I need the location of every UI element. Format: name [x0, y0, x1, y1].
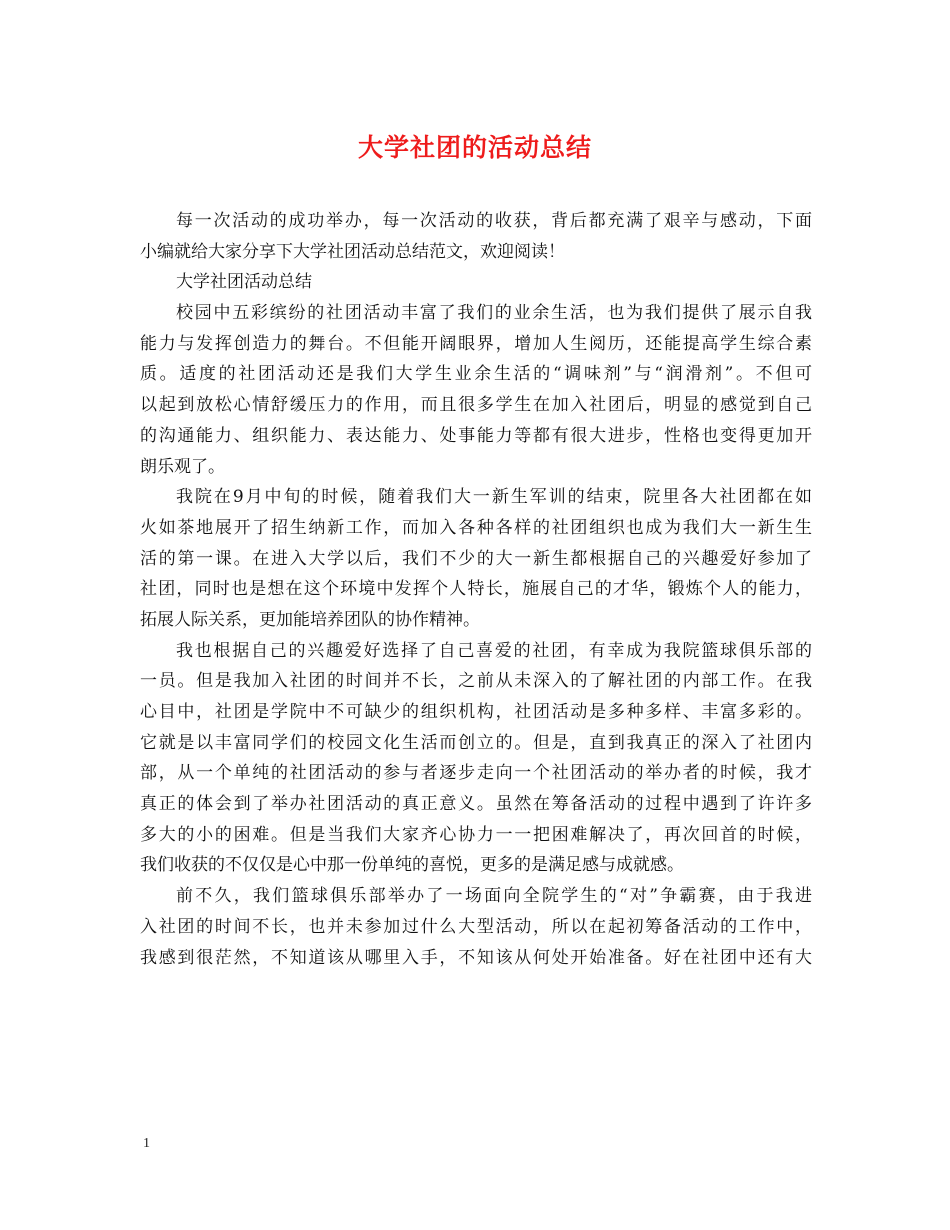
text-line: 我院在9月中旬的时候，随着我们大一新生军训的结束，院里各大社团都在如	[176, 487, 812, 508]
section-heading: 大学社团活动总结	[176, 272, 312, 293]
text-line: 每一次活动的成功举办，每一次活动的收获，背后都充满了艰辛与感动，下面	[176, 211, 812, 231]
text-line: 我也根据自己的兴趣爱好选择了自己喜爱的社团，有幸成为我院篮球俱乐部的	[176, 640, 812, 661]
page-number: 1	[143, 1136, 150, 1151]
text-line: 的沟通能力、组织能力、表达能力、处事能力等都有很大进步，性格也变得更加开	[140, 425, 812, 446]
text-line: 前不久，我们篮球俱乐部举办了一场面向全院学生的“对”争霸赛，由于我进	[176, 886, 812, 907]
text-line: 部，从一个单纯的社团活动的参与者逐步走向一个社团活动的举办者的时候，我才	[140, 763, 812, 784]
text-line: 火如茶地展开了招生纳新工作，而加入各种各样的社团组织也成为我们大一新生生	[140, 517, 812, 538]
text-line: 一员。但是我加入社团的时间并不长，之前从未深入的了解社团的内部工作。在我	[140, 671, 812, 692]
document-body	[140, 206, 812, 973]
text-line: 我感到很茫然，不知道该从哪里入手，不知该从何处开始准备。好在社团中还有大	[140, 947, 812, 968]
text-line: 拓展人际关系，更加能培养团队的协作精神。	[140, 609, 480, 630]
text-line: 真正的体会到了举办社团活动的真正意义。虽然在筹备活动的过程中遇到了许许多	[140, 794, 812, 815]
text-line: 活的第一课。在进入大学以后，我们不少的大一新生都根据自己的兴趣爱好参加了	[140, 548, 812, 569]
text-line: 朗乐观了。	[140, 456, 225, 477]
text-line: 以起到放松心情舒缓压力的作用，而且很多学生在加入社团后，明显的感觉到自己	[140, 395, 812, 416]
text-line: 质。适度的社团活动还是我们大学生业余生活的“调味剂”与“润滑剂”。不但可	[140, 364, 812, 385]
document-title: 大学社团的活动总结	[357, 133, 592, 162]
text-line: 能力与发挥创造力的舞台。不但能开阔眼界，增加人生阅历，还能提高学生综合素	[140, 333, 812, 354]
text-line: 多大的小的困难。但是当我们大家齐心协力一一把困难解决了，再次回首的时候，	[140, 824, 812, 845]
text-line: 它就是以丰富同学们的校园文化生活而创立的。但是，直到我真正的深入了社团内	[140, 732, 812, 753]
text-line: 校园中五彩缤纷的社团活动丰富了我们的业余生活，也为我们提供了展示自我	[176, 303, 812, 324]
text-line: 心目中，社团是学院中不可缺少的组织机构，社团活动是多种多样、丰富多彩的。	[140, 702, 812, 722]
text-line: 入社团的时间不长，也并未参加过什么大型活动，所以在起初筹备活动的工作中，	[140, 916, 812, 937]
text-line: 我们收获的不仅仅是心中那一份单纯的喜悦，更多的是满足感与成就感。	[140, 855, 684, 876]
text-line: 社团，同时也是想在这个环境中发挥个人特长，施展自己的才华，锻炼个人的能力，	[140, 579, 812, 600]
text-line: 小编就给大家分享下大学社团活动总结范文，欢迎阅读！	[140, 241, 565, 262]
